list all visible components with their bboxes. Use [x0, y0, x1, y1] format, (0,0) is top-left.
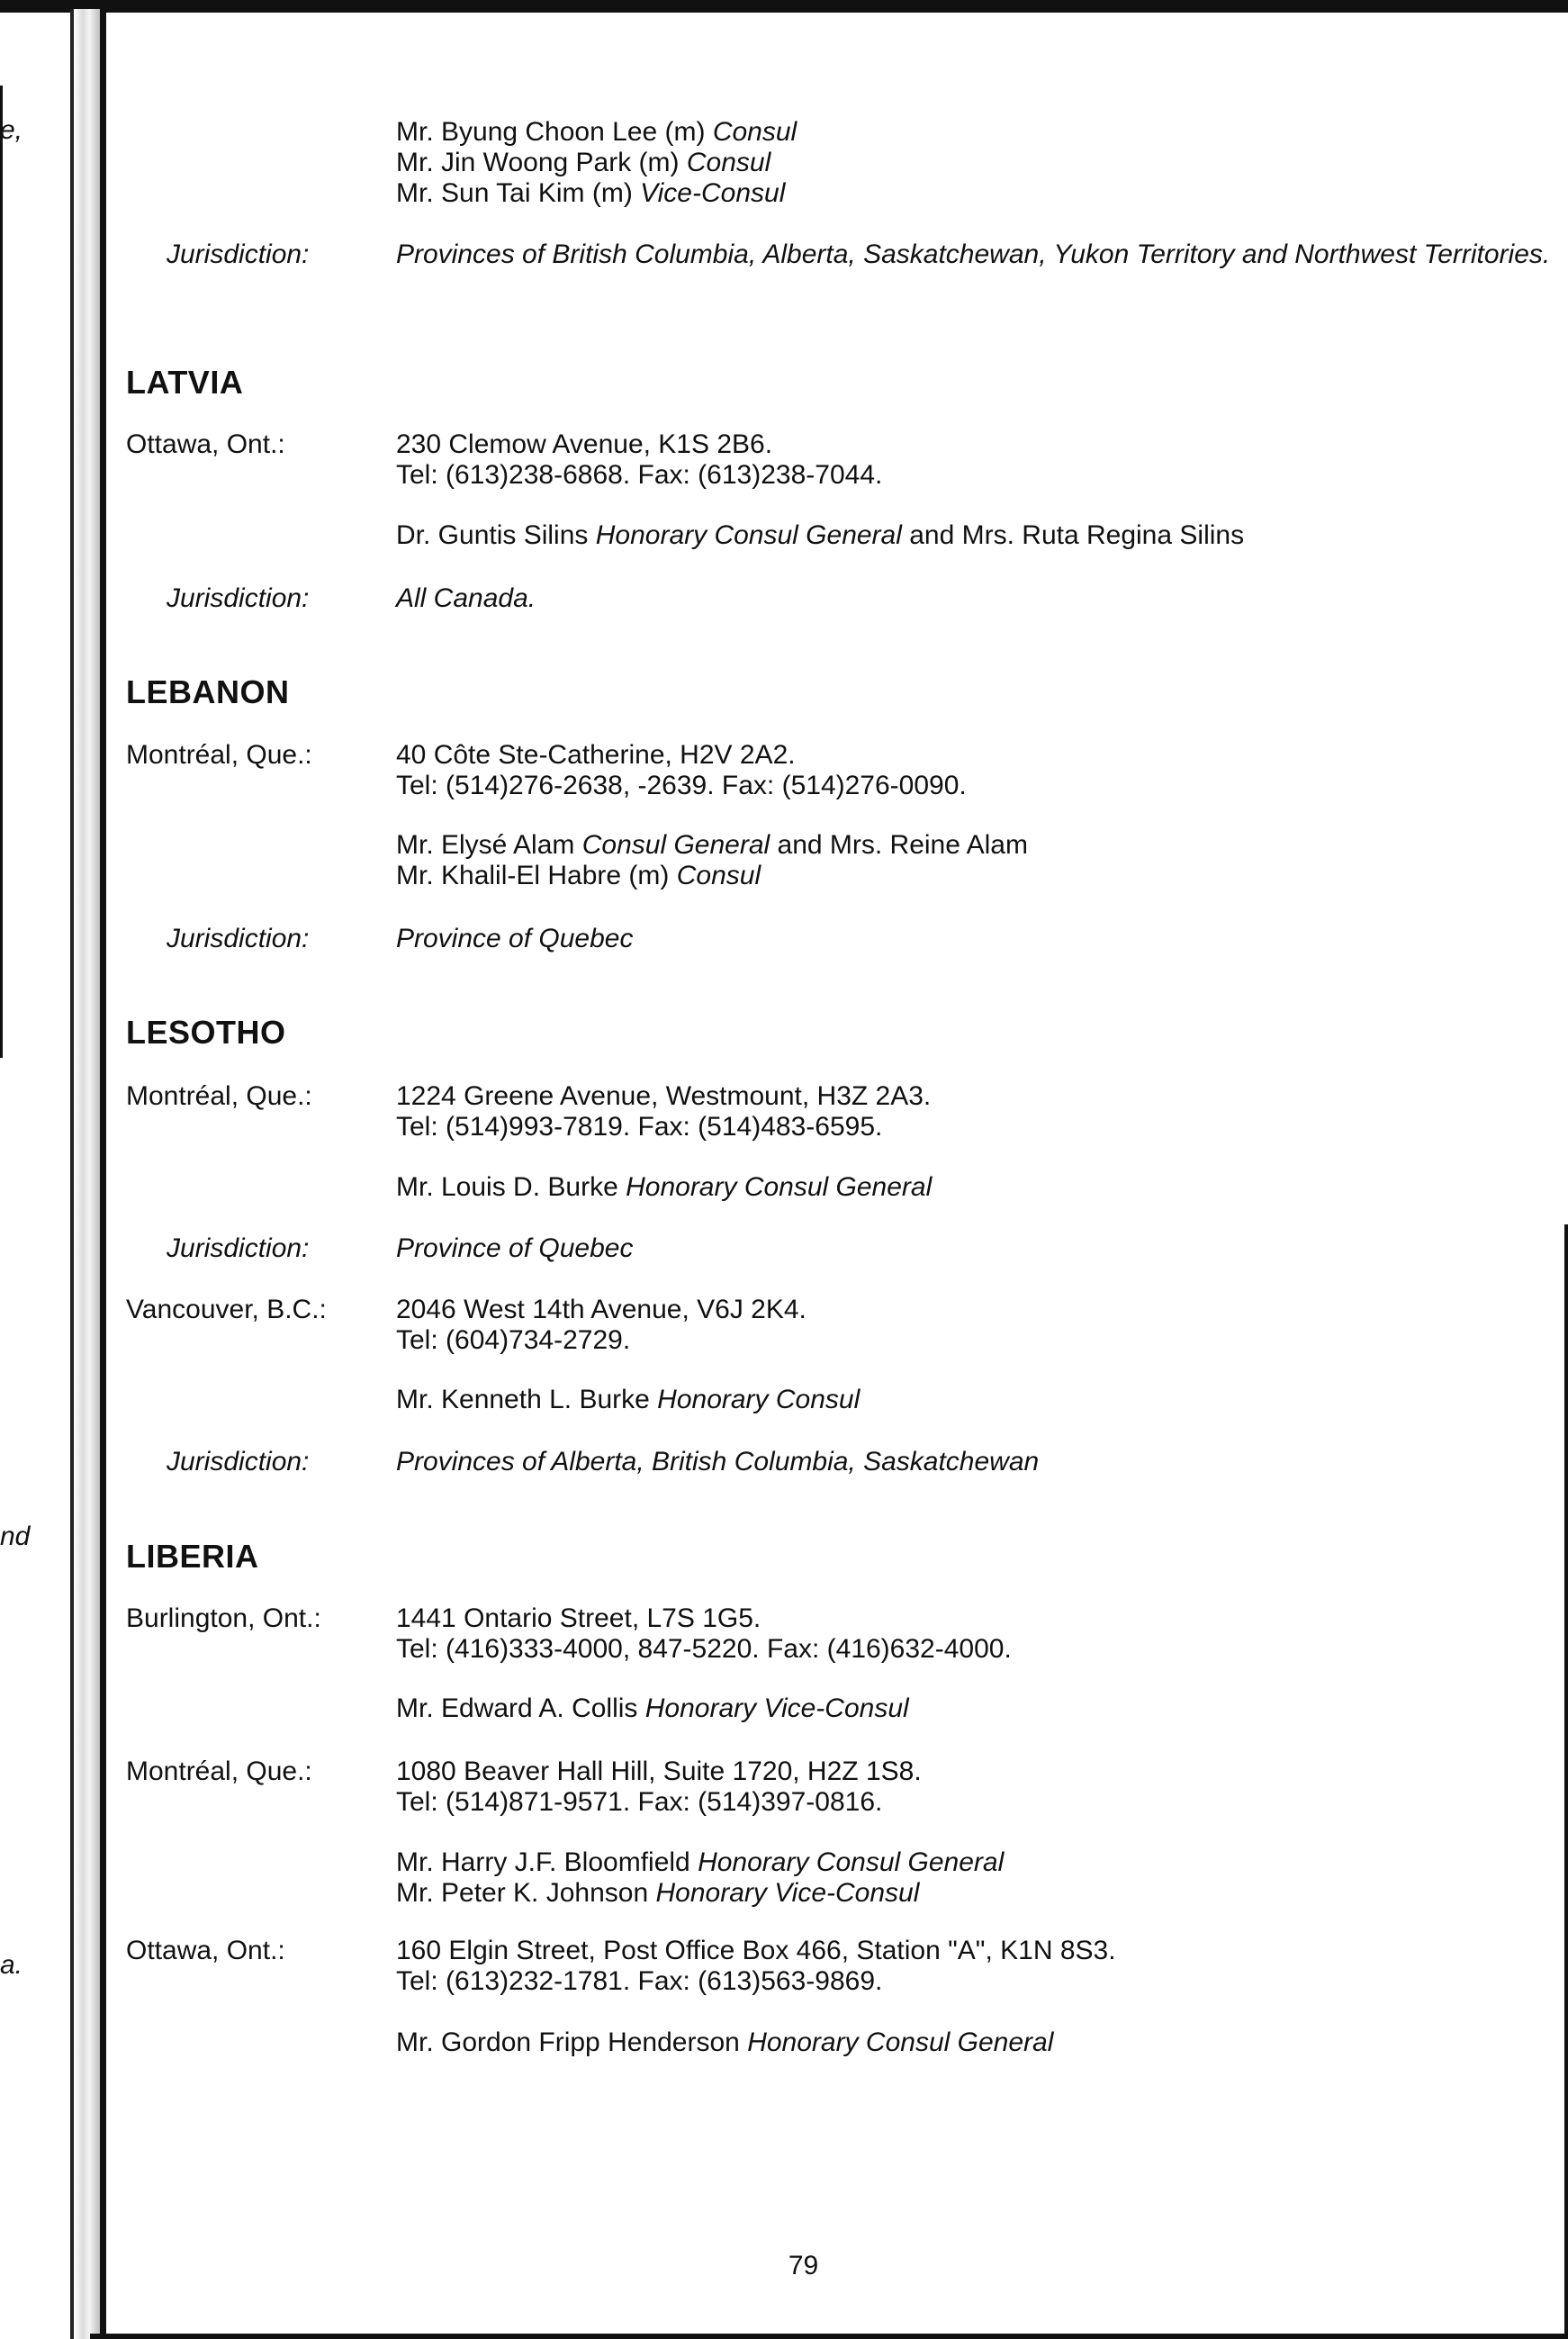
margin-fragment: nd [0, 1522, 31, 1551]
person-line: Mr. Peter K. Johnson Honorary Vice-Consul [396, 1878, 920, 1908]
section-heading-liberia: LIBERIA [126, 1538, 259, 1575]
address-block [396, 1603, 1568, 1665]
address-line: 1441 Ontario Street, L7S 1G5. [396, 1603, 761, 1633]
tel-line: Tel: (613)238-6868. Fax: (613)238-7044. [396, 460, 883, 490]
margin-fragment: e, [0, 115, 23, 145]
address-block [396, 740, 1568, 801]
jurisdiction-value: Province of Quebec [396, 924, 634, 953]
person-line: Mr. Gordon Fripp Henderson Honorary Consul General [396, 2027, 1054, 2057]
address-block [396, 429, 1568, 491]
page-number: 79 [788, 2251, 819, 2280]
address-line: 1080 Beaver Hall Hill, Suite 1720, H2Z 1S8. [396, 1757, 922, 1786]
city-label: Montréal, Que.: [126, 740, 312, 770]
section-heading-lesotho: LESOTHO [126, 1014, 286, 1051]
jurisdiction-label: Jurisdiction: [167, 1233, 310, 1263]
tel-line: Tel: (514)871-9571. Fax: (514)397-0816. [396, 1787, 883, 1817]
jurisdiction-label: Jurisdiction: [167, 924, 310, 953]
tel-line: Tel: (604)734-2729. [396, 1325, 631, 1355]
person-line: Mr. Harry J.F. Bloomfield Honorary Consul General [396, 1847, 1005, 1877]
tel-line: Tel: (416)333-4000, 847-5220. Fax: (416)632-4000. [396, 1634, 1012, 1664]
city-label: Montréal, Que.: [126, 1081, 312, 1111]
section-heading-lebanon: LEBANON [126, 673, 290, 710]
person-line: Mr. Byung Choon Lee (m) Consul [396, 117, 798, 147]
jurisdiction-value: Province of Quebec [396, 1233, 634, 1263]
city-label: Ottawa, Ont.: [126, 429, 285, 459]
city-label: Burlington, Ont.: [126, 1603, 321, 1633]
person-line: Mr. Elysé Alam Consul General and Mrs. Reine Alam [396, 830, 1028, 860]
person-line: Mr. Sun Tai Kim (m) Vice-Consul [396, 178, 786, 208]
city-label: Montréal, Que.: [126, 1757, 312, 1786]
address-line: 40 Côte Ste-Catherine, H2V 2A2. [396, 740, 796, 770]
tel-line: Tel: (514)993-7819. Fax: (514)483-6595. [396, 1112, 883, 1142]
address-line: 1224 Greene Avenue, Westmount, H3Z 2A3. [396, 1081, 932, 1111]
person-line: Mr. Kenneth L. Burke Honorary Consul [396, 1385, 861, 1414]
directory-page [126, 0, 1551, 2339]
city-label: Ottawa, Ont.: [126, 1936, 285, 1965]
person-line: Mr. Jin Woong Park (m) Consul [396, 148, 771, 177]
jurisdiction-label: Jurisdiction: [167, 239, 310, 269]
address-line: 2046 West 14th Avenue, V6J 2K4. [396, 1295, 807, 1324]
jurisdiction-label: Jurisdiction: [167, 583, 310, 613]
jurisdiction-value: All Canada. [396, 583, 536, 613]
person-line: Dr. Guntis Silins Honorary Consul General and Mrs. Ruta Regina Silins [396, 520, 1245, 550]
section-heading-latvia: LATVIA [126, 364, 244, 401]
address-line: 230 Clemow Avenue, K1S 2B6. [396, 429, 773, 459]
tel-line: Tel: (613)232-1781. Fax: (613)563-9869. [396, 1966, 883, 1996]
left-page-edge [0, 86, 3, 1058]
address-line: 160 Elgin Street, Post Office Box 466, Station "A", K1N 8S3. [396, 1936, 1116, 1965]
jurisdiction-value: Provinces of British Columbia, Alberta, Saskatchewan, Yukon Territory and Northwest Territories. [396, 239, 1551, 269]
address-block [396, 1295, 1568, 1356]
tel-line: Tel: (514)276-2638, -2639. Fax: (514)276-0090. [396, 771, 967, 800]
person-line: Mr. Khalil-El Habre (m) Consul [396, 861, 761, 890]
binding-spine [70, 9, 106, 2339]
person-line: Mr. Edward A. Collis Honorary Vice-Consul [396, 1693, 909, 1723]
address-block [396, 1081, 1568, 1142]
margin-fragment: a. [0, 1950, 23, 1980]
jurisdiction-value: Provinces of Alberta, British Columbia, Saskatchewan [396, 1447, 1040, 1477]
jurisdiction-label: Jurisdiction: [167, 1447, 310, 1477]
person-line: Mr. Louis D. Burke Honorary Consul General [396, 1172, 933, 1202]
names-block [396, 117, 1568, 209]
address-block [396, 1936, 1568, 1997]
address-block [396, 1757, 1568, 1818]
city-label: Vancouver, B.C.: [126, 1295, 327, 1324]
